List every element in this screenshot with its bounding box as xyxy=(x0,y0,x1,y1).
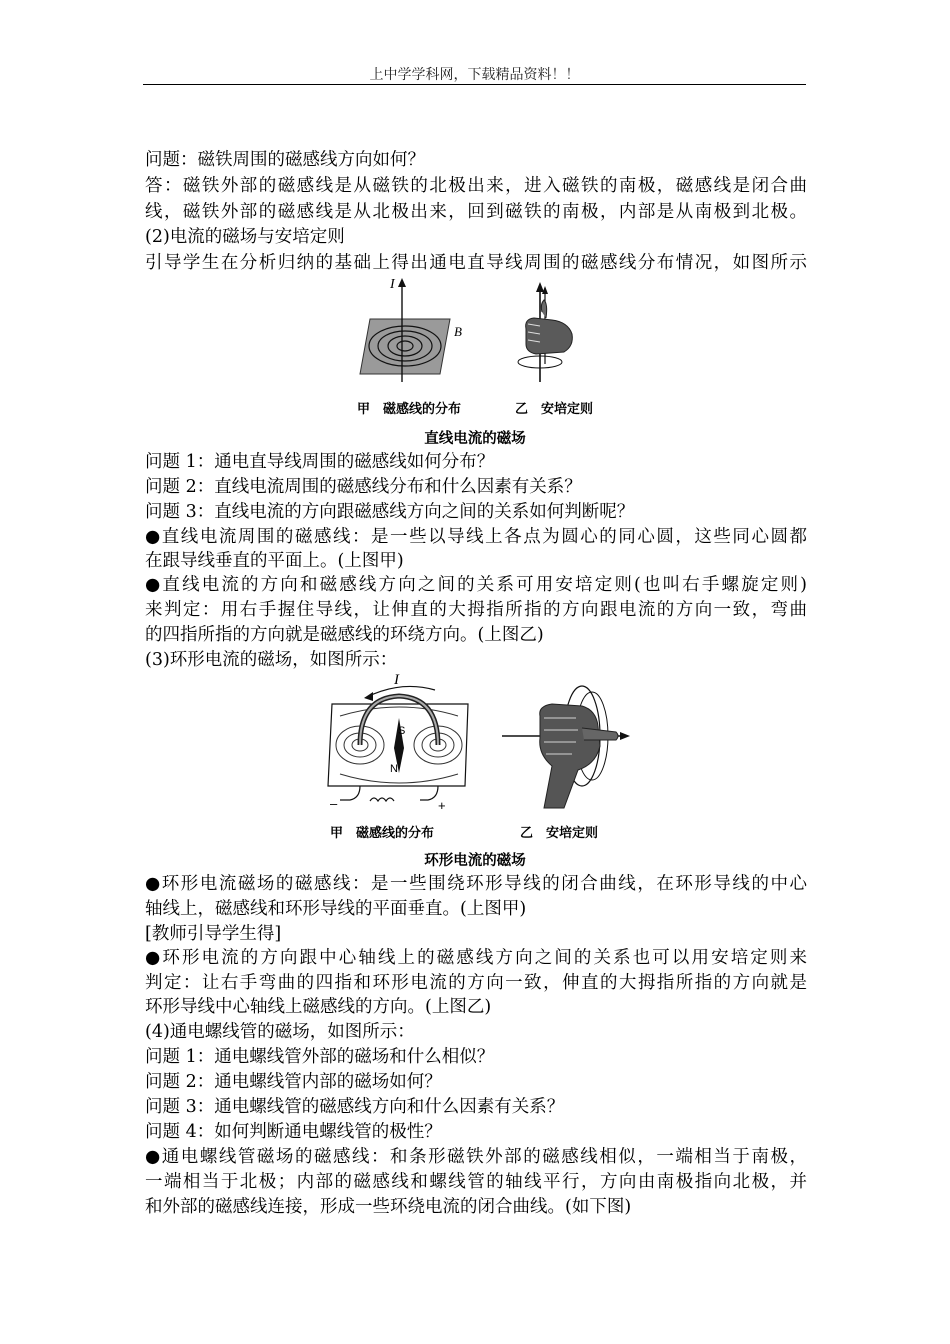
text-line: 问题 1：通电螺线管外部的磁场和什么相似？ xyxy=(145,1047,495,1067)
straight-current-field-figure xyxy=(340,274,610,399)
current-label: I xyxy=(390,277,395,292)
lead-wire xyxy=(340,786,360,800)
text-line: 问题 4：如何判断通电螺线管的极性？ xyxy=(145,1122,442,1142)
field-label: B xyxy=(454,324,462,339)
text-line: 和外部的磁感线连接，形成一些环绕电流的闭合曲线。(如下图) xyxy=(145,1197,632,1217)
text-line: 问题 2：通电螺线管内部的磁场如何？ xyxy=(145,1072,442,1092)
text-line: 的四指所指的方向就是磁感线的环绕方向。(上图乙) xyxy=(145,625,544,645)
circular-current-field-figure xyxy=(320,668,630,818)
text-line: 答：磁铁外部的磁感线是从磁铁的北极出来，进入磁铁的南极，磁感线是闭合曲 xyxy=(145,176,807,196)
text-line: 轴线上，磁感线和环形导线的平面垂直。(上图甲) xyxy=(145,899,527,919)
text-line: 线，磁铁外部的磁感线是从北极出来，回到磁铁的南极，内部是从南极到北极。 xyxy=(145,202,807,222)
right-hand-icon xyxy=(518,282,572,382)
text-line: [教师引导学生得] xyxy=(145,924,282,944)
text-line: 问题：磁铁周围的磁感线方向如何？ xyxy=(145,150,425,170)
text-line: 判定：让右手弯曲的四指和环形电流的方向一致，伸直的大拇指所指的方向就是 xyxy=(145,973,807,993)
south-pole-label: S xyxy=(398,725,406,737)
text-line: (3)环形电流的磁场，如图所示： xyxy=(145,650,398,670)
current-arrow-icon xyxy=(364,692,373,701)
north-pole-label: N xyxy=(390,763,398,775)
figure2-subcaption-left: 甲 磁感线的分布 xyxy=(330,826,435,841)
text-line: 问题 2：直线电流周围的磁感线分布和什么因素有关系？ xyxy=(145,477,582,497)
figure1-subcaption-left: 甲 磁感线的分布 xyxy=(357,402,462,417)
text-line: (4)通电螺线管的磁场，如图所示： xyxy=(145,1022,415,1042)
current-label: I xyxy=(394,672,399,688)
text-line: ●直线电流的方向和磁感线方向之间的关系可用安培定则(也叫右手螺旋定则) xyxy=(145,575,807,595)
negative-terminal-label: – xyxy=(330,796,338,811)
page-header: 上中学学科网，下载精品资料！！ xyxy=(369,67,580,83)
text-line: 问题 3：通电螺线管的磁感线方向和什么因素有关系？ xyxy=(145,1097,565,1117)
positive-terminal-label: + xyxy=(438,798,446,813)
text-line: ●环形电流磁场的磁感线：是一些围绕环形导线的闭合曲线，在环形导线的中心 xyxy=(145,874,807,894)
text-line: 引导学生在分析归纳的基础上得出通电直导线周围的磁感线分布情况，如图所示 xyxy=(145,253,807,273)
right-hand-icon xyxy=(502,686,630,808)
text-line: ●通电螺线管磁场的磁感线：和条形磁铁外部的磁感线相似，一端相当于南极， xyxy=(145,1147,807,1167)
text-line: 在跟导线垂直的平面上。(上图甲) xyxy=(145,551,404,571)
figure2-subcaption-right: 乙 安培定则 xyxy=(520,826,599,841)
text-line: 环形导线中心轴线上磁感线的方向。(上图乙) xyxy=(145,997,492,1017)
text-line: ●直线电流周围的磁感线：是一些以导线上各点为圆心的同心圆，这些同心圆都 xyxy=(145,527,807,547)
figure1-caption: 直线电流的磁场 xyxy=(424,430,526,447)
text-line: ●环形电流的方向跟中心轴线上的磁感线方向之间的关系也可以用安培定则来 xyxy=(145,948,807,968)
current-arrow-icon xyxy=(398,278,406,287)
figure2-caption: 环形电流的磁场 xyxy=(424,852,526,869)
figure1-subcaption-right: 乙 安培定则 xyxy=(515,402,594,417)
text-line: 一端相当于北极；内部的磁感线和螺线管的轴线平行，方向由南极指向北极，并 xyxy=(145,1172,807,1192)
header-divider xyxy=(143,84,806,85)
text-line: (2)电流的磁场与安培定则 xyxy=(145,227,345,247)
text-line: 问题 1：通电直导线周围的磁感线如何分布？ xyxy=(145,452,495,472)
text-line: 问题 3：直线电流的方向跟磁感线方向之间的关系如何判断呢？ xyxy=(145,502,635,522)
text-line: 来判定：用右手握住导线，让伸直的大拇指所指的方向跟电流的方向一致，弯曲 xyxy=(145,600,807,620)
